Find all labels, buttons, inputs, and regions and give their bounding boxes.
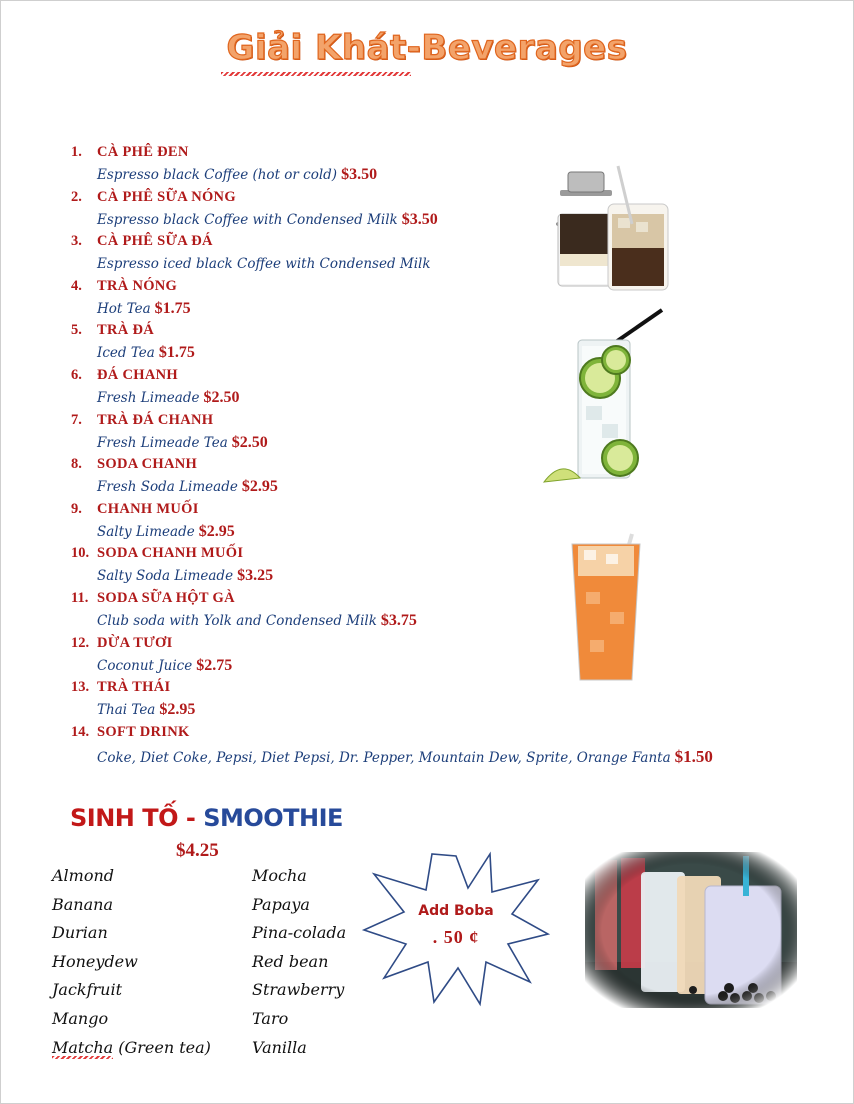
item-name-en xyxy=(97,567,273,585)
item-number: 11. xyxy=(71,589,89,606)
item-number: 13. xyxy=(71,679,90,696)
boba-tea-image xyxy=(585,852,797,1008)
item-name-vn: DỪA TƯƠI xyxy=(97,634,173,651)
smoothie-title-en: SMOOTHIE xyxy=(203,804,343,832)
item-price: $2.50 xyxy=(203,388,240,406)
item-name-vn: TRÀ NÓNG xyxy=(97,277,178,294)
item-name-vn: TRÀ THÁI xyxy=(97,679,171,696)
item-price: $3.50 xyxy=(401,210,438,228)
flavor-item: Papaya xyxy=(252,894,310,914)
item-number: 4. xyxy=(71,277,82,294)
item-name-vn: CÀ PHÊ SỮA ĐÁ xyxy=(97,233,213,250)
coffee-image xyxy=(552,164,674,296)
item-description: Coke, Diet Coke, Pepsi, Diet Pepsi, Dr. Pepper, Mountain Dew, Sprite, Orange Fanta xyxy=(97,749,671,766)
item-price: $2.50 xyxy=(231,433,268,451)
add-boba-label: Add Boba xyxy=(418,903,494,919)
limeade-image xyxy=(540,306,668,488)
item-price: $2.95 xyxy=(241,478,278,496)
flavor-item: Vanilla xyxy=(252,1037,307,1057)
smoothie-title xyxy=(70,804,343,832)
item-price: $1.50 xyxy=(674,746,713,766)
flavor-item: Jackfruit xyxy=(52,980,123,1000)
item-name-en xyxy=(97,657,232,675)
item-price: $1.75 xyxy=(158,344,195,362)
item-description: Salty Limeade xyxy=(97,523,195,540)
item-name-en xyxy=(97,166,377,184)
item-name-vn: SODA CHANH MUỐI xyxy=(97,545,244,562)
item-number: 3. xyxy=(71,233,82,250)
flavor-item: Almond xyxy=(52,866,115,885)
item-price: $3.50 xyxy=(341,166,378,183)
flavor-matcha-note: (Green tea) xyxy=(113,1037,211,1057)
item-description: Thai Tea xyxy=(97,702,156,719)
flavor-list-col1 xyxy=(52,864,211,1064)
item-price: $1.75 xyxy=(154,299,191,317)
smoothie-title-vn: SINH TỐ - xyxy=(70,804,204,832)
flavor-item: Banana xyxy=(52,894,113,914)
flavor-item: Strawberry xyxy=(252,980,345,1000)
item-name-vn: CÀ PHÊ ĐEN xyxy=(97,144,189,160)
thai-tea-image xyxy=(566,532,646,684)
item-price: $3.75 xyxy=(380,611,417,629)
item-name-vn: SODA SỮA HỘT GÀ xyxy=(97,589,235,606)
item-name-vn: TRÀ ĐÁ CHANH xyxy=(97,411,214,428)
item-name-en xyxy=(97,612,417,630)
flavor-item-matcha xyxy=(52,1036,211,1065)
item-name-en xyxy=(97,211,438,229)
item-name-en xyxy=(97,255,435,273)
item-description: Hot Tea xyxy=(97,300,151,317)
flavor-item: Taro xyxy=(252,1008,289,1028)
beverage-item xyxy=(71,501,771,546)
item-description: Espresso iced black Coffee with Condensed Milk xyxy=(97,256,431,273)
item-number: 1. xyxy=(71,144,82,160)
item-description: Salty Soda Limeade xyxy=(97,568,234,585)
flavor-item: Durian xyxy=(52,923,108,943)
add-boba-price: . 50 ¢ xyxy=(432,927,480,947)
item-price: $2.95 xyxy=(159,701,196,719)
item-number: 9. xyxy=(71,500,82,517)
item-description: Fresh Soda Limeade xyxy=(97,479,238,496)
item-name-en xyxy=(97,747,713,767)
menu-title: Giải Khát-Beverages xyxy=(226,28,628,68)
item-name-en xyxy=(97,478,278,496)
item-price: $2.95 xyxy=(198,522,235,540)
item-name-vn: CÀ PHÊ SỮA NÓNG xyxy=(97,188,236,205)
item-name-vn: SOFT DRINK xyxy=(97,723,190,740)
item-number: 10. xyxy=(71,545,90,562)
item-description: Fresh Limeade xyxy=(97,389,200,406)
item-name-en xyxy=(97,434,268,452)
item-description: Coconut Juice xyxy=(97,657,193,674)
item-number: 5. xyxy=(71,322,82,339)
item-price: $3.25 xyxy=(237,567,274,585)
item-number: 6. xyxy=(71,366,82,383)
flavor-list-col2 xyxy=(252,864,346,1064)
item-name-en xyxy=(97,344,195,362)
flavor-item: Red bean xyxy=(252,951,329,971)
item-description: Espresso black Coffee with Condensed Milk xyxy=(97,211,398,228)
item-name-vn: TRÀ ĐÁ xyxy=(97,322,154,339)
item-description: Fresh Limeade Tea xyxy=(97,434,228,451)
beverage-item xyxy=(71,679,771,724)
spellcheck-underline xyxy=(221,72,411,76)
item-number: 12. xyxy=(71,634,90,651)
beverage-item xyxy=(71,635,771,680)
item-name-en xyxy=(97,523,235,541)
item-number: 8. xyxy=(71,456,82,473)
flavor-item: Mango xyxy=(52,1008,109,1028)
flavor-item: Honeydew xyxy=(52,951,138,971)
beverage-item xyxy=(71,590,771,635)
item-description: Iced Tea xyxy=(97,345,155,362)
item-name-en xyxy=(97,701,195,719)
item-description: Espresso black Coffee (hot or cold) xyxy=(97,167,338,183)
flavor-matcha: Matcha xyxy=(52,1037,114,1057)
item-name-vn: SODA CHANH xyxy=(97,456,198,473)
item-name-en xyxy=(97,389,239,407)
item-name-en xyxy=(97,300,191,318)
item-number: 2. xyxy=(71,188,82,205)
flavor-item: Mocha xyxy=(252,866,307,885)
item-name-vn: CHANH MUỐI xyxy=(97,500,199,517)
flavor-item: Pina-colada xyxy=(252,923,347,943)
item-number: 14. xyxy=(71,723,90,740)
item-description: Club soda with Yolk and Condensed Milk xyxy=(97,612,377,629)
item-name-vn: ĐÁ CHANH xyxy=(97,366,178,383)
item-number: 7. xyxy=(71,411,82,428)
smoothie-price: $4.25 xyxy=(176,840,219,861)
beverage-item xyxy=(71,545,771,590)
beverage-item xyxy=(71,724,771,769)
item-price: $2.75 xyxy=(196,656,233,674)
